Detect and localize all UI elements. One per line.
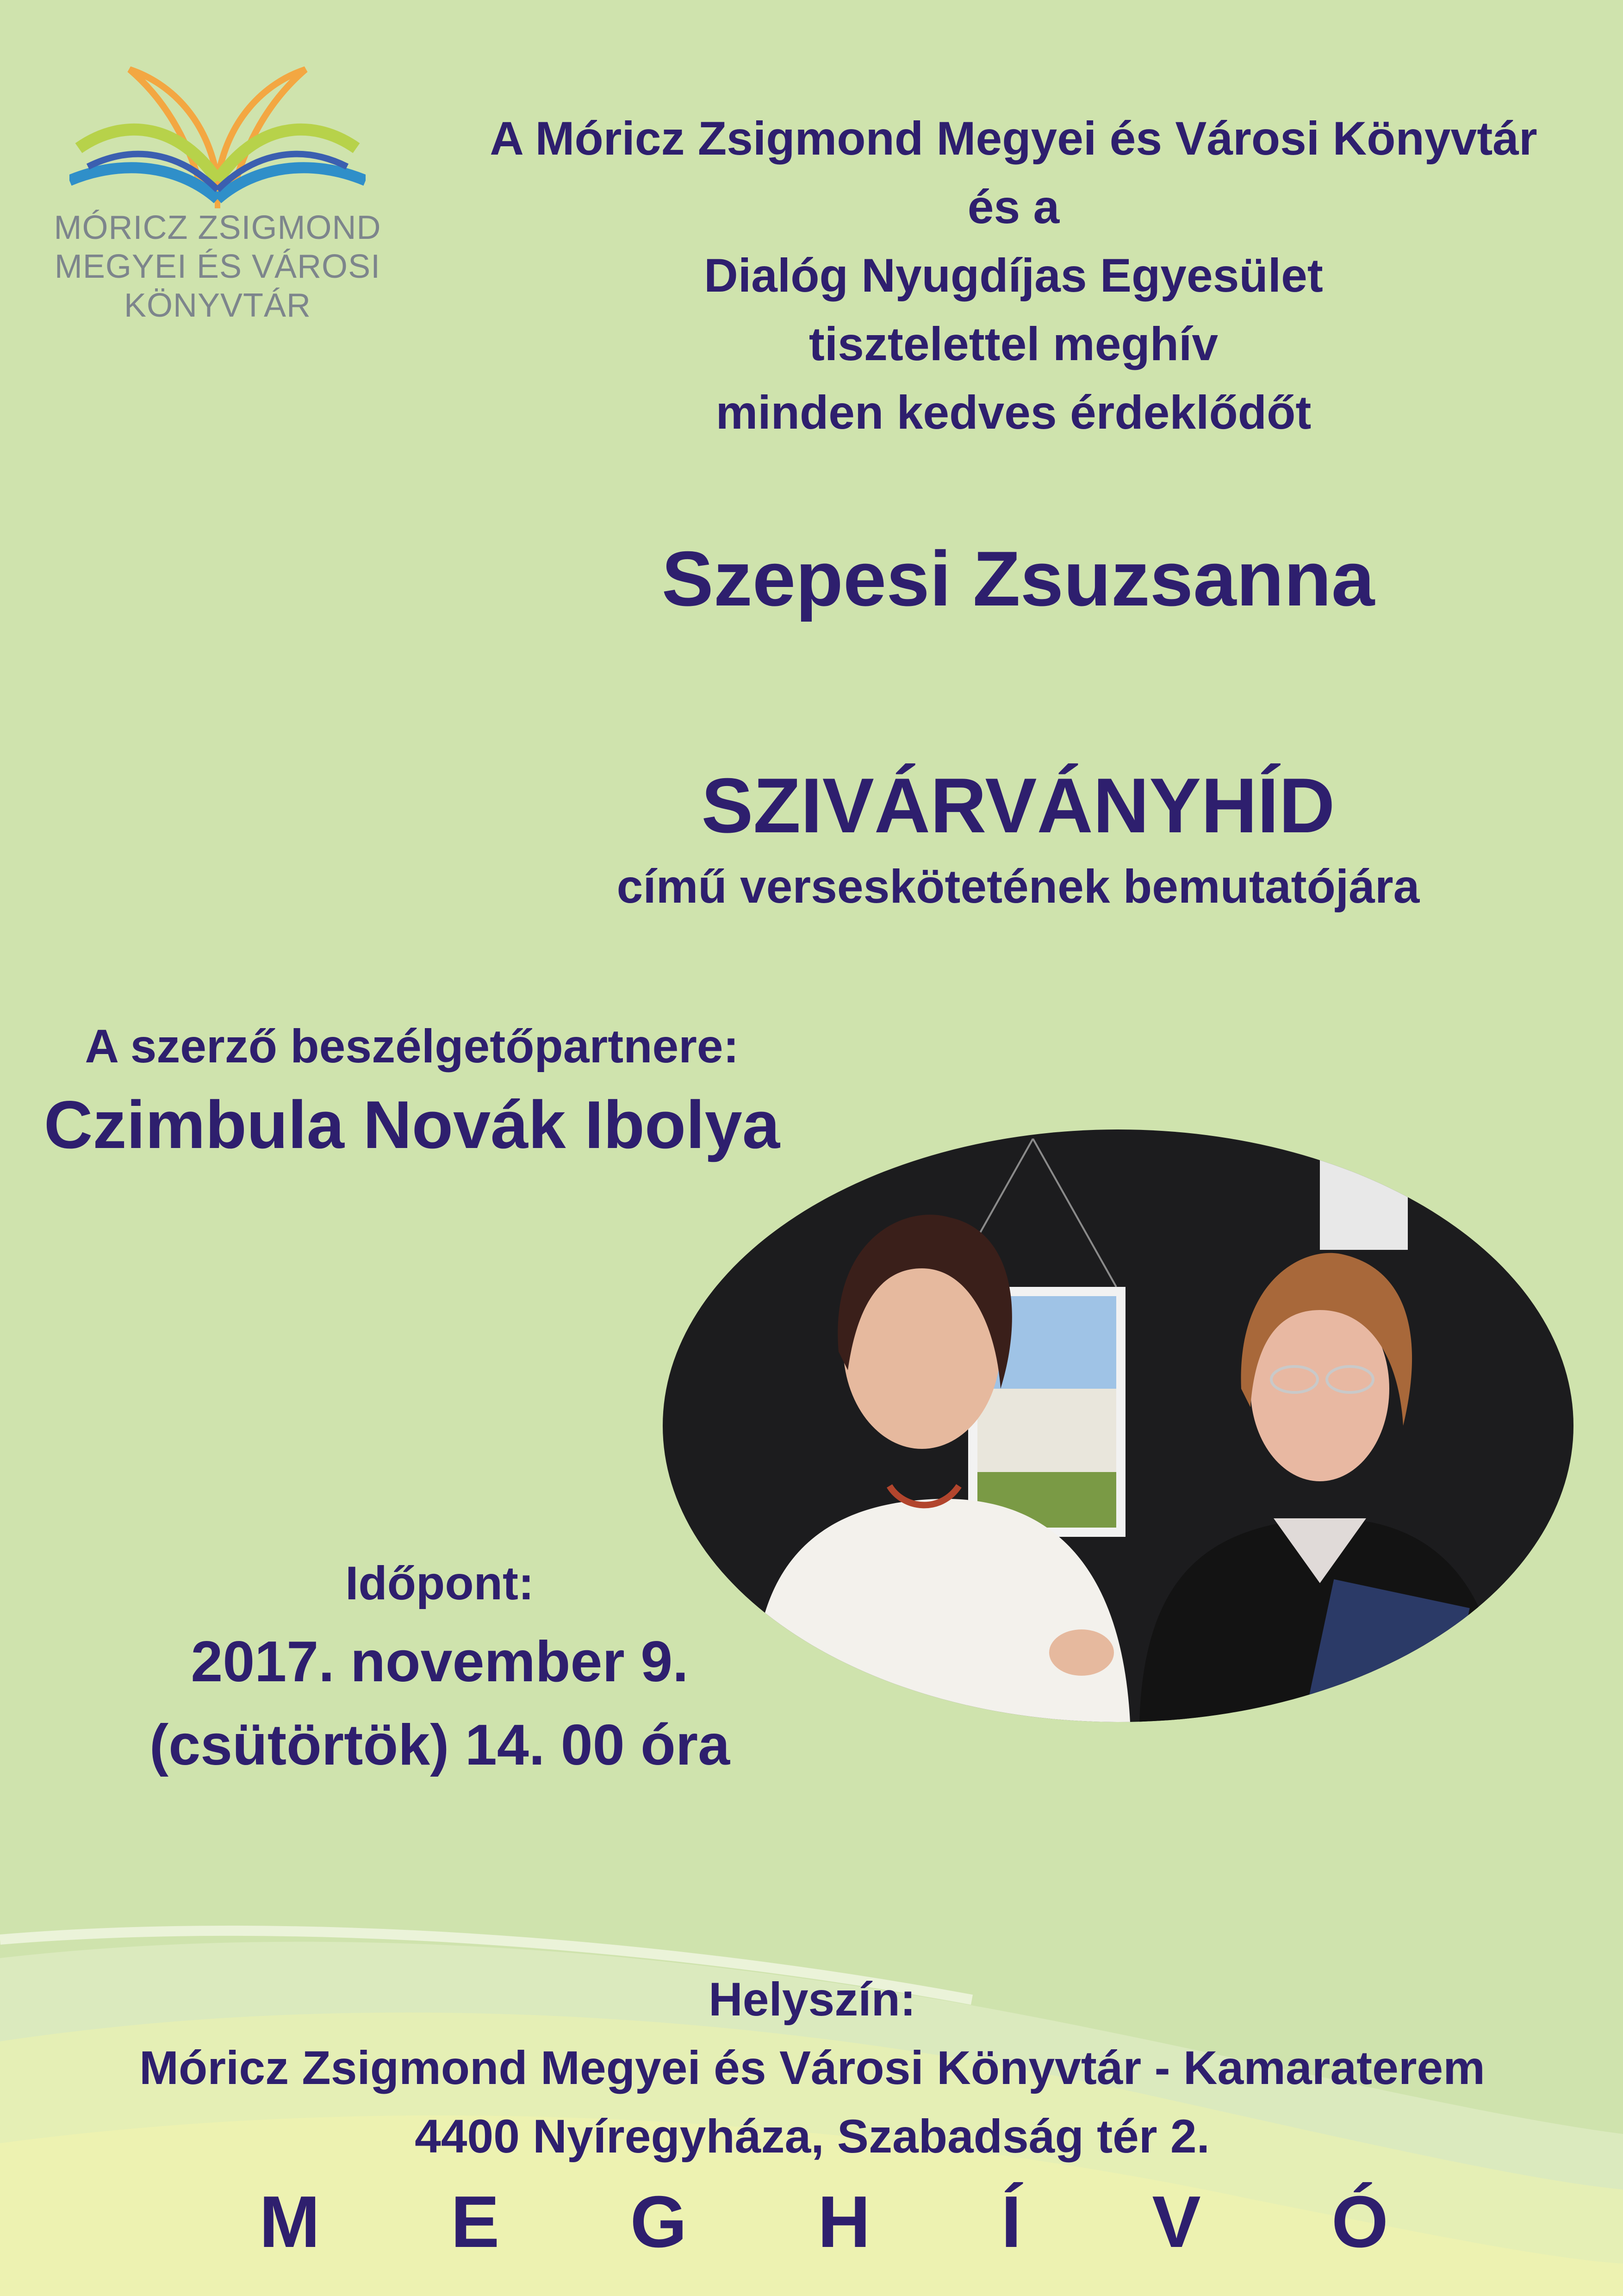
logo-line-1: MÓRICZ ZSIGMOND (54, 209, 381, 246)
time-label: Időpont: (345, 1557, 534, 1610)
event-time: (csütörtök) 14. 00 óra (149, 1713, 730, 1777)
partner-name: Czimbula Novák Ibolya (44, 1087, 780, 1162)
logo-wordmark (37, 208, 398, 325)
invite-letter: H (817, 2181, 871, 2263)
header-line-3: Dialóg Nyugdíjas Egyesület (704, 249, 1323, 302)
invite-letter: Í (1001, 2181, 1022, 2263)
venue-address: 4400 Nyíregyháza, Szabadság tér 2. (415, 2110, 1210, 2163)
header-line-5: minden kedves érdeklődőt (715, 386, 1312, 439)
header-line-2: és a (967, 181, 1060, 233)
invite-letter: E (450, 2181, 500, 2263)
event-date: 2017. november 9. (191, 1630, 689, 1694)
partner-label: A szerző beszélgetőpartnere: (85, 1020, 739, 1073)
header-line-4: tisztelettel meghív (808, 318, 1219, 370)
author-name: Szepesi Zsuzsanna (661, 535, 1375, 622)
invite-letter: V (1152, 2181, 1201, 2263)
venue-block (28, 1965, 1597, 2171)
invite-letter: Ó (1331, 2181, 1388, 2263)
invitation-header (417, 104, 1611, 447)
invitation-word (259, 2176, 1388, 2268)
logo-line-3: KÖNYVTÁR (124, 287, 311, 324)
venue-label: Helyszín: (709, 1973, 916, 2026)
invite-letter: M (259, 2181, 320, 2263)
logo-line-2: MEGYEI ÉS VÁROSI (54, 248, 381, 285)
book-title: SZIVÁRVÁNYHÍD (701, 762, 1335, 849)
invite-letter: G (630, 2181, 687, 2263)
venue-name: Móricz Zsigmond Megyei és Városi Könyvtár - Kamaraterem (139, 2041, 1485, 2094)
book-subtitle: című verseskötetének bemutatójára (616, 860, 1420, 913)
header-line-1: A Móricz Zsigmond Megyei és Városi Könyvtár (490, 112, 1537, 165)
